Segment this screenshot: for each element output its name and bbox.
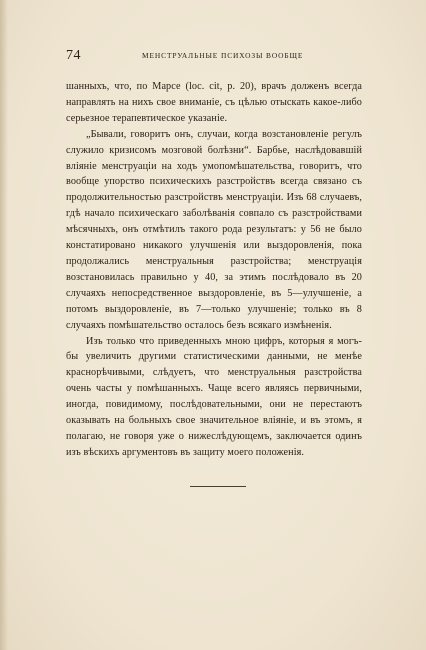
page-number: 74 (66, 48, 81, 63)
paragraph-barbier-quote: „Бывали, говоритъ онъ, случаи, когда возстановленіе регулъ служило кризисомъ мозговой болѣзни“. Барбье, наслѣдовавшій вліяніе менструаціи на ходъ умопомѣшательства, говоритъ, что вообще упорство психическихъ разстройствъ всегда связано съ продолжительностью разстройствъ менструаціи. Изъ 68 случаевъ, гдѣ начало психическаго заболѣванія совпало съ разстройствами мѣсячныхъ, онъ отмѣтилъ такого рода результатъ: у 56 не было констатировано никакого улучшенія или выздоровленія, пока продолжались менструальныя разстройства; менструація возстановилась правильно у 40, за этимъ послѣдовало въ 20 случаяхъ непосредственное выздоровленіе, въ 5—улучшеніе, а потомъ выздоровленіе, въ 7—только улучшеніе; только въ 8 случаяхъ помѣшательство осталось безъ всякаго измѣненія. (66, 128, 362, 331)
page-edge-shadow (0, 0, 8, 650)
paragraph-conclusion: Изъ только что приведенныхъ мною цифръ, которыя я могъ-бы увеличить другими статистическими данными, не менѣе краснорѣчивыми, слѣдуетъ, что менструальныя разстройства очень часты у помѣшанныхъ. Чаще всего являясь первичными, иногда, повидимому, послѣдовательными, они не перестаютъ оказывать на больныхъ свое значительное вліяніе, и въ этомъ, я полагаю, не говоря уже о нижеслѣдующемъ, заключается одинъ изъ вѣскихъ аргументовъ въ защиту моего положенія. (66, 335, 362, 458)
body-text (66, 79, 362, 461)
page-header (66, 48, 364, 64)
running-title: МЕНСТРУАЛЬНЫЕ ПСИХОЗЫ ВООБЩЕ (142, 51, 304, 60)
paragraph-continuation: шанныхъ, что, по Марсе (loc. cit, р. 20), врачъ долженъ всегда направлять на нихъ свое вниманіе, съ цѣлью отыскать какое-либо серьезное терапевтическое указаніе. (66, 81, 362, 124)
section-end-rule (190, 486, 246, 487)
